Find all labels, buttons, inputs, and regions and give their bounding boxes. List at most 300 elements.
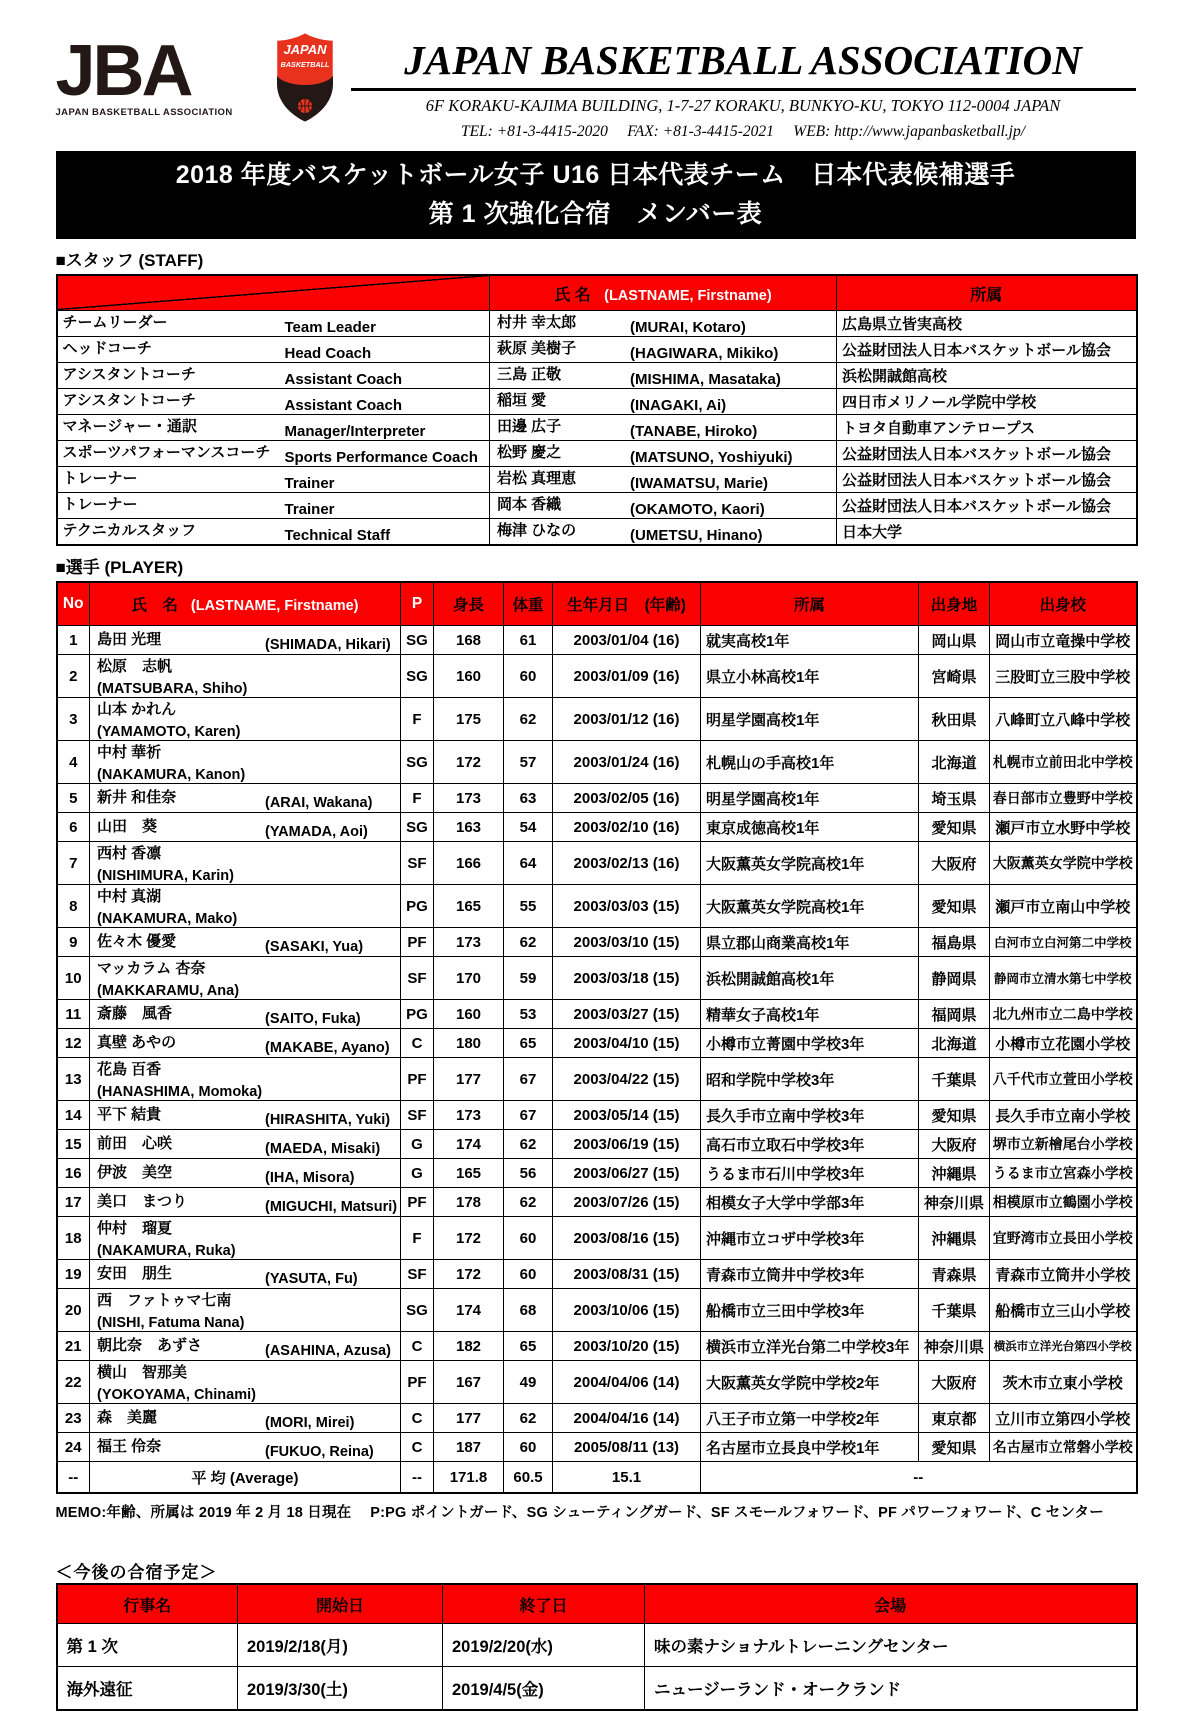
player-hometown-text: 福島県 [931, 934, 977, 952]
player-height: 173 [434, 784, 504, 813]
player-school-text: 北九州市立二島中学校 [992, 1006, 1133, 1022]
player-no: 24 [57, 1433, 90, 1462]
player-row [57, 842, 1137, 885]
player-pos: SF [401, 842, 434, 885]
player-affiliation [701, 1029, 919, 1058]
player-affiliation [701, 1101, 919, 1130]
staff-row [57, 415, 1137, 441]
org-address: 6F KORAKU-KAJIMA BUILDING, 1-7-27 KORAKU, BUNKYO-KU, TOKYO 112-0004 JAPAN [425, 96, 1061, 115]
staff-name-jp: 三島 正敬 [497, 366, 562, 383]
staff-name-en: (MATSUNO, Yoshiyuki) [630, 449, 793, 466]
player-no: 7 [57, 842, 90, 885]
player-pos: C [401, 1433, 434, 1462]
player-affiliation-text: 明星学園高校1年 [706, 711, 820, 729]
player-name-en: (MAKKARAMU, Ana) [97, 983, 240, 999]
player-name [90, 655, 401, 698]
player-dob: 2003/06/27 (15) [553, 1159, 701, 1188]
player-dob: 2003/01/12 (16) [553, 698, 701, 741]
staff-role [57, 467, 490, 493]
staff-row [57, 493, 1137, 519]
player-no: 5 [57, 784, 90, 813]
player-weight: 64 [504, 842, 553, 885]
player-school [990, 1404, 1137, 1433]
staff-name [490, 415, 837, 441]
player-hometown-text: 青森県 [931, 1266, 977, 1284]
schedule-event: 第 1 次 [57, 1624, 238, 1667]
player-height: 172 [434, 741, 504, 784]
player-name-en: (MAEDA, Misaki) [265, 1140, 381, 1157]
player-affiliation [701, 1058, 919, 1101]
staff-role-en: Technical Staff [284, 527, 391, 544]
player-height: 160 [434, 655, 504, 698]
player-hometown-text: 東京都 [931, 1410, 977, 1428]
player-pos: C [401, 1404, 434, 1433]
player-row [57, 957, 1137, 1000]
player-school-text: 相模原市立鶴園小学校 [992, 1194, 1133, 1210]
player-dob: 2003/01/09 (16) [553, 655, 701, 698]
player-affiliation-text: 高石市立取石中学校3年 [706, 1136, 865, 1154]
player-affiliation-text: 横浜市立洋光台第二中学校3年 [706, 1338, 910, 1356]
player-affiliation-text: 明星学園高校1年 [706, 790, 820, 808]
player-pos: F [401, 784, 434, 813]
org-contact: TEL: +81-3-4415-2020 FAX: +81-3-4415-2021 WEB: http://www.japanbasketball.jp/ [460, 123, 1026, 140]
staff-affiliation [837, 363, 1137, 389]
player-name-jp: 島田 光理 [97, 630, 162, 648]
staff-role-en: Head Coach [284, 345, 372, 362]
player-name [90, 885, 401, 928]
player-height: 174 [434, 1289, 504, 1332]
staff-affiliation [837, 493, 1137, 519]
avg-pos: -- [401, 1462, 434, 1494]
player-affiliation [701, 1404, 919, 1433]
staff-affiliation-text: 公益財団法人日本バスケットボール協会 [842, 342, 1111, 359]
player-pos: PF [401, 1058, 434, 1101]
player-no: 10 [57, 957, 90, 1000]
player-pos: SF [401, 1101, 434, 1130]
player-weight: 61 [504, 626, 553, 655]
player-school [990, 1058, 1137, 1101]
player-no: 6 [57, 813, 90, 842]
staff-affiliation [837, 441, 1137, 467]
svg-text:BASKETBALL: BASKETBALL [280, 60, 329, 69]
player-weight: 62 [504, 1130, 553, 1159]
player-section-label: ■選手 (PLAYER) [55, 558, 184, 577]
schedule-section-label: ＜今後の合宿予定＞ [55, 1563, 218, 1582]
player-hometown-text: 千葉県 [931, 1302, 977, 1320]
player-header-name [90, 582, 401, 626]
player-row [57, 626, 1137, 655]
player-weight: 62 [504, 1188, 553, 1217]
player-dob: 2003/08/16 (15) [553, 1217, 701, 1260]
player-school [990, 842, 1137, 885]
staff-role-en: Assistant Coach [284, 397, 403, 414]
player-row [57, 784, 1137, 813]
player-name [90, 626, 401, 655]
player-affiliation-text: 県立郡山商業高校1年 [706, 934, 850, 952]
staff-header-name [490, 275, 837, 311]
player-name [90, 1289, 401, 1332]
player-school-text: 瀬戸市立水野中学校 [995, 819, 1131, 837]
player-affiliation-text: 長久手市立南中学校3年 [706, 1107, 865, 1125]
player-name [90, 842, 401, 885]
staff-role-jp: トレーナー [62, 470, 138, 487]
player-hometown [919, 698, 990, 741]
player-school [990, 1217, 1137, 1260]
schedule-header-start: 開始日 [238, 1584, 443, 1624]
letterhead [56, 30, 1136, 141]
player-school-text: 横浜市立洋光台第四小学校 [993, 1341, 1132, 1353]
player-hometown-text: 沖縄県 [931, 1165, 977, 1183]
player-no: 13 [57, 1058, 90, 1101]
player-name-en: (FUKUO, Reina) [265, 1443, 374, 1460]
player-height: 182 [434, 1332, 504, 1361]
player-hometown [919, 1217, 990, 1260]
player-affiliation [701, 626, 919, 655]
player-school [990, 626, 1137, 655]
player-school-text: 八千代市立萱田小学校 [992, 1071, 1133, 1087]
player-row [57, 1404, 1137, 1433]
staff-role [57, 493, 490, 519]
player-name [90, 1433, 401, 1462]
player-row [57, 698, 1137, 741]
player-row [57, 928, 1137, 957]
staff-table [56, 274, 1138, 546]
player-school-text: 青森市立筒井小学校 [995, 1266, 1131, 1284]
player-height: 167 [434, 1361, 504, 1404]
player-affiliation-text: 大阪薫英女学院高校1年 [706, 898, 865, 916]
player-header-row [57, 582, 1137, 626]
staff-role [57, 389, 490, 415]
player-name-en: (MATSUBARA, Shiho) [97, 681, 248, 697]
staff-row [57, 467, 1137, 493]
player-name [90, 784, 401, 813]
staff-row [57, 441, 1137, 467]
staff-name-jp: 梅津 ひなの [497, 522, 577, 539]
player-name [90, 1029, 401, 1058]
schedule-header-venue: 会場 [645, 1584, 1137, 1624]
staff-affiliation [837, 389, 1137, 415]
player-hometown [919, 1260, 990, 1289]
player-height: 163 [434, 813, 504, 842]
svg-text:JAPAN: JAPAN [282, 42, 327, 57]
player-affiliation-text: 小樽市立菁園中学校3年 [706, 1035, 865, 1053]
player-name-en: (SHIMADA, Hikari) [265, 636, 391, 653]
player-school [990, 1260, 1137, 1289]
player-weight: 60 [504, 655, 553, 698]
player-hometown [919, 885, 990, 928]
player-affiliation-text: 大阪薫英女学院中学校2年 [706, 1374, 880, 1392]
staff-header-name-sub: (LASTNAME, Firstname) [604, 287, 772, 304]
staff-role-jp: テクニカルスタッフ [62, 522, 197, 539]
player-school [990, 655, 1137, 698]
player-height: 160 [434, 1000, 504, 1029]
player-hometown-text: 愛知県 [931, 1107, 977, 1125]
schedule-event: 海外遠征 [57, 1667, 238, 1711]
player-no: 1 [57, 626, 90, 655]
player-hometown [919, 1433, 990, 1462]
player-name-jp: 花島 百香 [97, 1061, 162, 1078]
staff-affiliation-text: トヨタ自動車アンテロープス [842, 420, 1036, 437]
staff-header-diagonal-cell [57, 275, 490, 311]
player-height: 170 [434, 957, 504, 1000]
staff-name-en: (TANABE, Hiroko) [630, 423, 758, 440]
player-hometown [919, 1361, 990, 1404]
player-affiliation [701, 1130, 919, 1159]
player-affiliation [701, 813, 919, 842]
player-affiliation-text: 東京成徳高校1年 [706, 819, 820, 837]
player-hometown-text: 沖縄県 [931, 1230, 977, 1248]
player-name [90, 1260, 401, 1289]
avg-no: -- [57, 1462, 90, 1494]
player-affiliation [701, 1217, 919, 1260]
player-name-en: (SAITO, Fuka) [265, 1010, 361, 1027]
player-height: 168 [434, 626, 504, 655]
player-no: 21 [57, 1332, 90, 1361]
staff-role-en: Team Leader [284, 319, 376, 336]
staff-header-affiliation: 所属 [837, 275, 1137, 311]
player-name-jp: 西村 香凛 [97, 845, 162, 862]
player-dob: 2003/02/13 (16) [553, 842, 701, 885]
player-weight: 62 [504, 928, 553, 957]
player-pos: SG [401, 626, 434, 655]
staff-row [57, 389, 1137, 415]
player-name [90, 1332, 401, 1361]
player-no: 11 [57, 1000, 90, 1029]
player-row [57, 1433, 1137, 1462]
player-name-en: (HANASHIMA, Momoka) [97, 1084, 263, 1100]
player-affiliation [701, 842, 919, 885]
staff-role-jp: チームリーダー [62, 314, 168, 331]
player-hometown-text: 大阪府 [931, 1374, 977, 1392]
player-name-en: (IHA, Misora) [265, 1169, 355, 1186]
player-name-jp: 仲村 瑠夏 [97, 1220, 173, 1237]
jba-wordmark: JBA [55, 31, 191, 111]
player-name [90, 1188, 401, 1217]
player-affiliation [701, 1433, 919, 1462]
player-hometown [919, 784, 990, 813]
player-school-text: 三股町立三股中学校 [995, 668, 1131, 686]
player-name-jp: 朝比奈 あずさ [97, 1336, 203, 1354]
staff-header-name-jp: 氏 名 [554, 286, 591, 304]
staff-role-jp: アシスタントコーチ [62, 392, 196, 409]
player-school-text: 船橋市立三山小学校 [995, 1302, 1131, 1320]
staff-name [490, 493, 837, 519]
player-dob: 2003/04/10 (15) [553, 1029, 701, 1058]
player-name [90, 741, 401, 784]
staff-name-en: (UMETSU, Hinano) [630, 527, 763, 544]
schedule-row [57, 1624, 1137, 1667]
player-name [90, 1159, 401, 1188]
player-row [57, 1188, 1137, 1217]
player-hometown-text: 宮崎県 [931, 668, 977, 686]
staff-role [57, 337, 490, 363]
player-name-en: (YASUTA, Fu) [265, 1270, 358, 1287]
player-name-en: (NAKAMURA, Kanon) [97, 767, 246, 783]
player-hometown [919, 1101, 990, 1130]
avg-age: 15.1 [553, 1462, 701, 1494]
staff-role [57, 415, 490, 441]
player-row [57, 1217, 1137, 1260]
staff-name [490, 441, 837, 467]
player-weight: 60 [504, 1217, 553, 1260]
player-hometown-text: 埼玉県 [931, 790, 977, 808]
player-weight: 67 [504, 1101, 553, 1130]
player-school-text: 立川市立第四小学校 [995, 1410, 1131, 1428]
player-pos: C [401, 1029, 434, 1058]
player-name-jp: 中村 華祈 [97, 744, 162, 761]
player-name [90, 1058, 401, 1101]
staff-role [57, 363, 490, 389]
player-hometown [919, 1159, 990, 1188]
jba-crest-icon [273, 30, 337, 131]
player-hometown-text: 大阪府 [931, 855, 977, 873]
player-hometown-text: 千葉県 [931, 1071, 977, 1089]
player-affiliation-text: 名古屋市立長良中学校1年 [706, 1439, 880, 1457]
staff-role-jp: スポーツパフォーマンスコーチ [62, 444, 271, 461]
player-pos: PF [401, 1188, 434, 1217]
player-name-jp: 西 ファトゥマ七南 [97, 1292, 232, 1309]
player-row [57, 741, 1137, 784]
staff-name-jp: 田邊 広子 [497, 418, 562, 435]
player-height: 177 [434, 1404, 504, 1433]
memo-note: MEMO:年齢、所属は 2019 年 2 月 18 日現在 P:PG ポイントガード、SG シューティングガード、SF スモールフォワード、PF パワーフォワード、C センター [55, 1505, 1104, 1521]
player-no: 14 [57, 1101, 90, 1130]
player-header-hometown: 出身地 [919, 582, 990, 626]
player-affiliation-text: 浜松開誠館高校1年 [706, 970, 835, 988]
player-header-name-jp: 氏 名 [131, 597, 178, 614]
player-hometown-text: 神奈川県 [923, 1194, 984, 1212]
staff-name [490, 337, 837, 363]
staff-affiliation-text: 四日市メリノール学院中学校 [842, 394, 1037, 411]
player-weight: 65 [504, 1332, 553, 1361]
player-dob: 2003/10/20 (15) [553, 1332, 701, 1361]
player-hometown-text: 大阪府 [931, 1136, 977, 1154]
player-school-text: 茨木市立東小学校 [1002, 1374, 1123, 1392]
document-page [56, 0, 1136, 1711]
player-school [990, 928, 1137, 957]
player-dob: 2004/04/16 (14) [553, 1404, 701, 1433]
staff-role-en: Trainer [284, 501, 335, 518]
player-dob: 2003/10/06 (15) [553, 1289, 701, 1332]
player-hometown [919, 1332, 990, 1361]
player-hometown [919, 957, 990, 1000]
player-height: 174 [434, 1130, 504, 1159]
staff-affiliation [837, 415, 1137, 441]
staff-row [57, 519, 1137, 546]
player-hometown-text: 秋田県 [931, 711, 977, 729]
player-dob: 2003/01/04 (16) [553, 626, 701, 655]
player-affiliation-text: 船橋市立三田中学校3年 [706, 1302, 865, 1320]
player-affiliation [701, 885, 919, 928]
player-height: 173 [434, 928, 504, 957]
player-name-jp: 山田 葵 [97, 817, 158, 835]
player-pos: SG [401, 813, 434, 842]
staff-role-en: Assistant Coach [284, 371, 403, 388]
player-row [57, 1000, 1137, 1029]
player-row [57, 1029, 1137, 1058]
player-dob: 2005/08/11 (13) [553, 1433, 701, 1462]
staff-row [57, 337, 1137, 363]
player-weight: 68 [504, 1289, 553, 1332]
avg-weight: 60.5 [504, 1462, 553, 1494]
player-no: 17 [57, 1188, 90, 1217]
player-average-row [57, 1462, 1137, 1494]
schedule-header-end: 終了日 [443, 1584, 645, 1624]
player-pos: PF [401, 1361, 434, 1404]
staff-name [490, 467, 837, 493]
player-school [990, 885, 1137, 928]
player-affiliation [701, 741, 919, 784]
player-affiliation-text: 沖縄市立コザ中学校3年 [706, 1230, 865, 1248]
player-school [990, 1000, 1137, 1029]
player-header-height: 身長 [434, 582, 504, 626]
player-name-jp: 新井 和佳奈 [97, 788, 177, 806]
player-school [990, 1159, 1137, 1188]
player-school [990, 698, 1137, 741]
player-hometown-text: 北海道 [931, 754, 977, 772]
player-header-no: No [57, 582, 90, 626]
player-weight: 55 [504, 885, 553, 928]
player-hometown-text: 神奈川県 [923, 1338, 984, 1356]
player-dob: 2003/05/14 (15) [553, 1101, 701, 1130]
staff-name-en: (MISHIMA, Masataka) [630, 371, 781, 388]
player-dob: 2003/02/05 (16) [553, 784, 701, 813]
player-pos: G [401, 1159, 434, 1188]
player-header-school: 出身校 [990, 582, 1137, 626]
player-name-jp: 森 美麗 [97, 1408, 158, 1426]
player-school-text: 静岡市立清水第七中学校 [993, 972, 1132, 986]
player-name-jp: 伊波 美空 [97, 1163, 173, 1181]
staff-affiliation-text: 公益財団法人日本バスケットボール協会 [842, 446, 1111, 463]
player-name [90, 1404, 401, 1433]
player-affiliation-text: 県立小林高校1年 [706, 668, 820, 686]
schedule-header-event: 行事名 [57, 1584, 238, 1624]
player-hometown [919, 842, 990, 885]
player-affiliation [701, 1188, 919, 1217]
player-name-jp: 中村 真湖 [97, 888, 162, 905]
player-dob: 2003/03/18 (15) [553, 957, 701, 1000]
player-hometown [919, 928, 990, 957]
staff-name-jp: 岡本 香織 [497, 496, 562, 513]
player-row [57, 1058, 1137, 1101]
player-pos: PG [401, 1000, 434, 1029]
staff-name [490, 363, 837, 389]
player-height: 175 [434, 698, 504, 741]
staff-row [57, 363, 1137, 389]
player-hometown [919, 1000, 990, 1029]
player-school [990, 1101, 1137, 1130]
player-weight: 60 [504, 1260, 553, 1289]
player-pos: SG [401, 1289, 434, 1332]
player-pos: SF [401, 1260, 434, 1289]
player-dob: 2003/04/22 (15) [553, 1058, 701, 1101]
player-affiliation [701, 698, 919, 741]
player-name-jp: 松原 志帆 [97, 658, 173, 675]
staff-name-jp: 松野 慶之 [497, 444, 562, 461]
player-school-text: 春日部市立豊野中学校 [992, 790, 1133, 806]
player-affiliation-text: 八王子市立第一中学校2年 [706, 1410, 880, 1428]
player-affiliation-text: 昭和学院中学校3年 [706, 1071, 835, 1089]
player-hometown-text: 愛知県 [931, 1439, 977, 1457]
player-height: 166 [434, 842, 504, 885]
title-line1: 2018 年度バスケットボール女子 U16 日本代表チーム 日本代表候補選手 [175, 161, 1016, 190]
player-name-en: (YAMADA, Aoi) [265, 823, 368, 840]
player-affiliation-text: うるま市石川中学校3年 [706, 1165, 865, 1183]
player-name [90, 698, 401, 741]
staff-affiliation [837, 337, 1137, 363]
player-affiliation-text: 就実高校1年 [706, 632, 790, 650]
schedule-start: 2019/2/18(月) [238, 1624, 443, 1667]
